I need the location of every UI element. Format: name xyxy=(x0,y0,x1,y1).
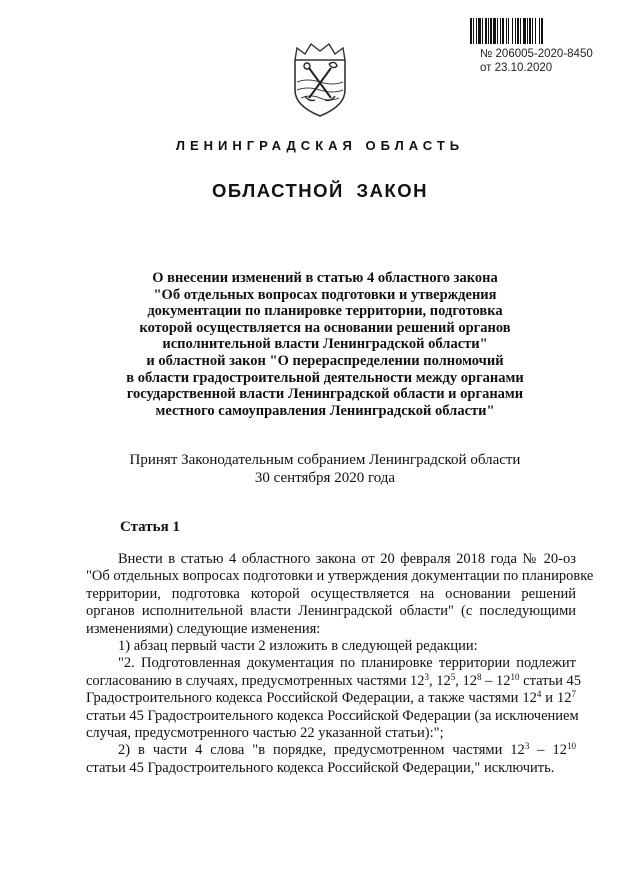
article-heading: Статья 1 xyxy=(120,519,180,535)
registration-number: № 206005-2020-8450 xyxy=(480,48,593,60)
document-type: ОБЛАСТНОЙ ЗАКОН xyxy=(212,180,428,201)
barcode-bar xyxy=(485,18,487,44)
item-2-line: статьи 45 Градостроительного кодекса Российской Федерации," исключить. xyxy=(86,759,555,776)
quote-line: случая, предусмотренного частью 22 указанной статьи):"; xyxy=(86,724,444,741)
title-line: О внесении изменений в статью 4 областного закона xyxy=(152,270,498,286)
barcode-bar xyxy=(482,18,483,44)
barcode-bar xyxy=(478,18,481,44)
registration-date: от 23.10.2020 xyxy=(480,62,553,74)
body-line: изменениями) следующие изменения: xyxy=(86,620,321,637)
barcode-bar xyxy=(493,18,496,44)
law-title xyxy=(95,270,555,419)
title-line: "Об отдельных вопросах подготовки и утверждения xyxy=(153,286,497,303)
barcode-bar xyxy=(535,18,536,44)
barcode-bar xyxy=(541,18,543,44)
barcode-bar xyxy=(527,18,528,44)
barcode-bar xyxy=(502,18,504,44)
body-line: органов исполнительной власти Ленинградской области" (с последующими xyxy=(86,603,576,620)
barcode-bar xyxy=(488,18,489,44)
quote-line: статьи 45 Градостроительного кодекса Российской Федерации (за исключением xyxy=(86,707,579,724)
registration-block xyxy=(480,47,593,75)
item-1: 1) абзац первый части 2 изложить в следующей редакции: xyxy=(118,637,478,654)
barcode-bar xyxy=(497,18,498,44)
item-2: 2) в части 4 слова "в порядке, предусмотренном частями $12^3 - 12^{10}$ xyxy=(118,741,576,759)
barcode-bar xyxy=(473,18,474,44)
barcode-bar xyxy=(506,18,507,44)
quote-line: Градостроительного кодекса Российской Федерации, а также частями $12^4$ и $12^7$ xyxy=(86,689,576,707)
adoption-line: Принят Законодательным собранием Ленинградской области xyxy=(129,452,521,468)
region-name: ЛЕНИНГРАДСКАЯ ОБЛАСТЬ xyxy=(175,138,465,153)
title-line: которой осуществляется на основании решений органов xyxy=(139,319,511,336)
title-line: документации по планировке территории, подготовка xyxy=(147,303,503,320)
barcode-bar xyxy=(523,18,526,44)
title-line: местного самоуправления Ленинградской области" xyxy=(155,402,495,419)
barcode-bar xyxy=(500,18,501,44)
adoption-line: 30 сентября 2020 года xyxy=(254,470,396,486)
barcode-bar xyxy=(476,18,477,44)
body-line: территории, подготовка которой осуществляется на основании решений xyxy=(86,585,576,602)
title-line: и областной закон "О перераспределении полномочий xyxy=(146,352,504,369)
body-line: "Об отдельных вопросах подготовки и утверждения документации по планировке xyxy=(86,568,594,585)
adoption-note xyxy=(70,451,580,487)
title-line: в области градостроительной деятельности между органами xyxy=(126,369,524,386)
article-body xyxy=(86,551,594,777)
coat-of-arms-icon xyxy=(287,38,353,118)
quote-line: "2. Подготовленная документация по планировке территории подлежит xyxy=(118,655,576,672)
barcode-icon xyxy=(470,18,582,44)
barcode-bar xyxy=(515,18,516,44)
barcode-bar xyxy=(490,18,492,44)
barcode-bar xyxy=(517,18,519,44)
barcode-bar xyxy=(532,18,533,44)
barcode-bar xyxy=(539,18,540,44)
quote-line: согласованию в случаях, предусмотренных частями $12^3$, $12^5$, $12^8 - 12^{10}$ статьи 45 xyxy=(86,671,582,689)
title-line: государственной власти Ленинградской области и органами xyxy=(126,386,524,403)
body-line: Внести в статью 4 областного закона от 20 февраля 2018 года № 20-оз xyxy=(118,551,576,567)
title-line: исполнительной власти Ленинградской области" xyxy=(162,336,488,353)
barcode-bar xyxy=(512,18,513,44)
barcode-bar xyxy=(529,18,531,44)
barcode-bar xyxy=(508,18,509,44)
barcode-bar xyxy=(470,18,472,44)
barcode-bar xyxy=(520,18,521,44)
